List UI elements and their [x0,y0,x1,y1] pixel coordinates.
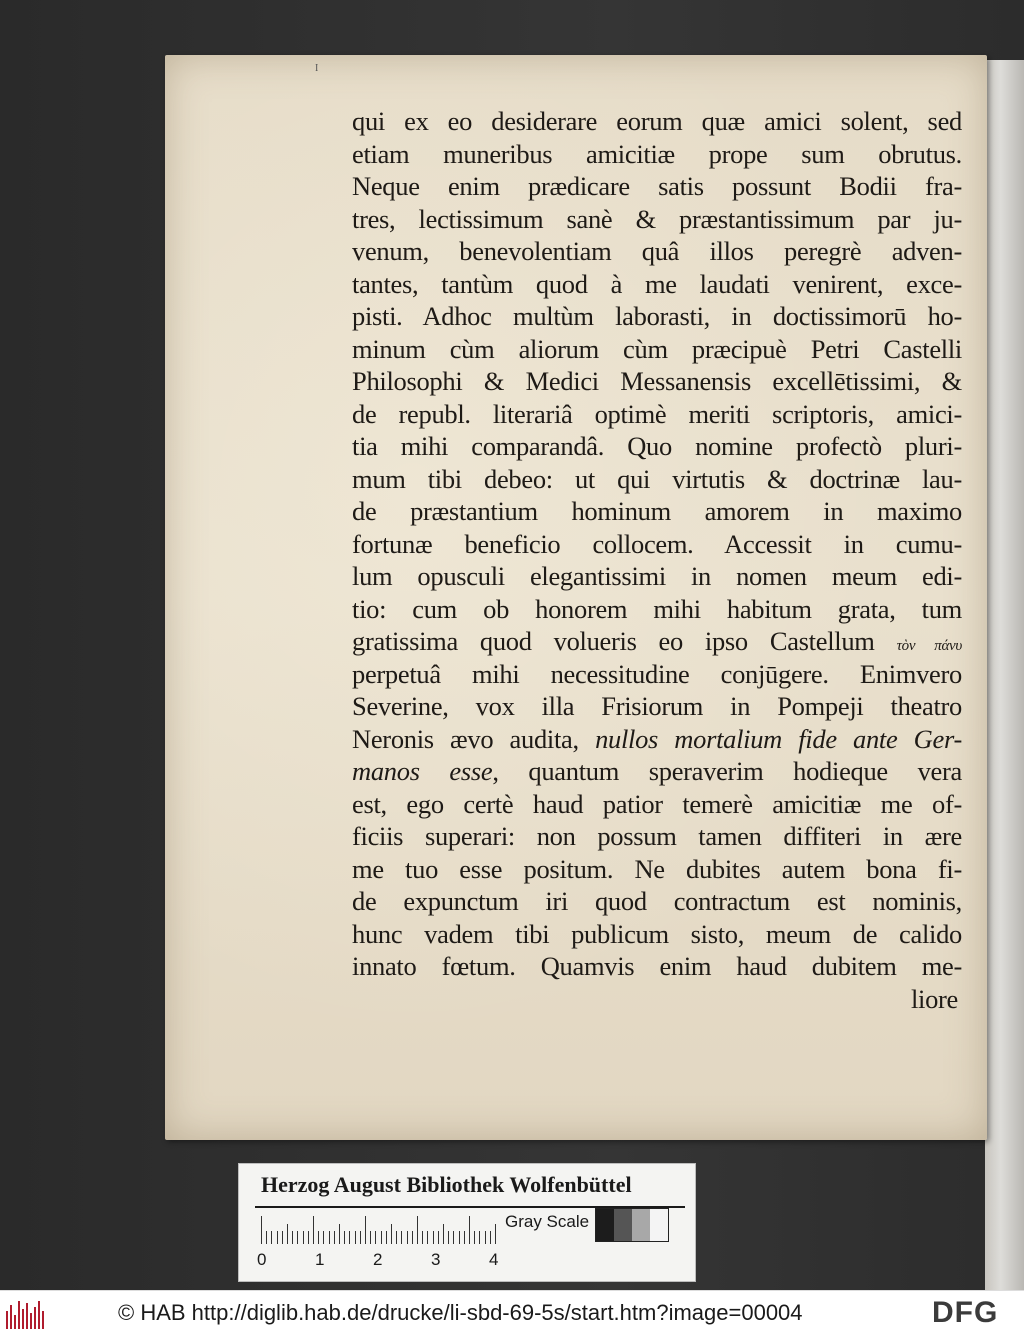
text-line [352,918,962,951]
ruler-tick [391,1224,392,1244]
hab-logo-icon[interactable] [6,1299,48,1329]
greek-phrase: τὸν πάνυ [896,638,962,654]
logo-bar [26,1303,28,1329]
text-segment: pisti. Adhoc multùm laborasti, in doctissimorū ho- [352,301,962,331]
ruler-tick [277,1231,278,1244]
text-line [352,528,962,561]
gray-swatch [650,1209,668,1241]
logo-bar [6,1311,8,1329]
document-page [165,55,987,1140]
text-segment: est, ego certè haud patior temerè amicitiæ me of- [352,788,962,819]
ruler-tick [448,1231,449,1244]
library-label-card [238,1163,696,1282]
text-line [352,690,962,723]
ruler-tick [323,1231,324,1244]
ruler-tick [495,1224,496,1244]
ruler-tick [360,1231,361,1244]
gray-swatch [596,1209,614,1241]
footer-bar [0,1290,1024,1335]
ruler-tick [407,1231,408,1244]
ruler-tick [349,1231,350,1244]
ruler-tick [438,1231,439,1244]
text-segment: innato fœtum. Quamvis enim haud dubitem me- [352,951,962,981]
gray-scale-label: Gray Scale [505,1212,590,1231]
text-segment: qui ex eo desiderare eorum quæ amici solent, sed [352,106,962,136]
ruler-tick [271,1231,272,1244]
copyright-link[interactable]: © HAB http://diglib.hab.de/drucke/li-sbd-69-5s/start.htm?image=00004 [118,1300,803,1325]
ruler-tick [485,1231,486,1244]
text-line [352,820,962,853]
margin-mark: I [315,63,319,74]
logo-bar [22,1309,24,1329]
ruler-tick [370,1231,371,1244]
text-line [352,138,962,171]
ruler-number: 0 [257,1250,267,1269]
text-line [352,560,962,593]
text-segment: , quantum speraverim hodieque vera [492,756,962,786]
ruler-tick [464,1231,465,1244]
ruler-tick [334,1231,335,1244]
text-segment: venum, benevolentiam quâ illos peregrè adven- [352,236,962,266]
text-segment: hunc vadem tibi publicum sisto, meum de calido [352,918,962,949]
text-line [352,430,962,463]
text-line [352,235,962,268]
text-line [352,788,962,821]
text-line [352,268,962,301]
italic-phrase: manos esse [352,756,493,786]
ruler-tick [417,1216,418,1244]
text-segment: liore [910,983,958,1014]
text-segment: fortunæ beneficio collocem. Accessit in cumu- [352,528,962,559]
text-line [352,950,962,983]
text-line [352,495,962,528]
ruler-tick [292,1231,293,1244]
text-segment: tio: cum ob honorem mihi habitum grata, tum [352,593,962,624]
text-line [352,365,962,398]
text-line [352,105,962,138]
text-segment: Severine, vox illa Frisiorum in Pompeji theatro [352,691,962,721]
text-segment: gratissima quod volueris eo ipso Castellum [352,626,897,656]
text-segment: de expunctum iri quod contractum est nominis, [352,886,962,916]
ruler-tick [282,1231,283,1244]
ruler-tick [318,1231,319,1244]
text-line [352,853,962,886]
text-segment: me tuo esse positum. Ne dubites autem bona fi- [352,853,962,884]
text-line [352,755,962,788]
text-segment: Philosophi & Medici Messanensis excellētissimi, & [352,366,962,396]
ruler-tick [313,1216,314,1244]
ruler-tick [396,1231,397,1244]
logo-bar [10,1305,12,1329]
text-segment: lum opusculi elegantissimi in nomen meum edi- [352,561,962,591]
gray-swatch [614,1209,632,1241]
text-segment: de præstantium hominum amorem in maximo [352,496,962,526]
ruler-tick [474,1231,475,1244]
ruler-tick [297,1231,298,1244]
text-segment: minum cùm aliorum cùm præcipuè Petri Castelli [352,333,962,364]
text-line [352,658,962,691]
ruler-tick [375,1231,376,1244]
logo-bar [38,1301,40,1329]
ruler-tick [412,1231,413,1244]
italic-phrase: nullos mortalium fide ante Ger- [595,723,962,754]
ruler-number: 3 [431,1250,441,1269]
text-segment: ficiis superari: non possum tamen diffiteri in ære [352,821,962,851]
ruler-tick [261,1216,262,1244]
ruler-tick [490,1231,491,1244]
library-name: Herzog August Bibliothek Wolfenbüttel [261,1172,632,1197]
text-segment: tantes, tantùm quod à me laudati venirent, exce- [352,268,962,299]
ruler-tick [344,1231,345,1244]
text-line [352,723,962,756]
ruler-tick [386,1231,387,1244]
ruler-tick [365,1216,366,1244]
text-line [352,333,962,366]
text-line [352,885,962,918]
page-text-block [352,105,962,1015]
ruler-tick [433,1231,434,1244]
text-segment: tia mihi comparandâ. Quo nomine profectò pluri- [352,431,962,461]
gray-swatch [632,1209,650,1241]
ruler-tick [287,1224,288,1244]
logo-bar [42,1311,44,1329]
logo-bar [30,1313,32,1329]
ruler-tick [479,1231,480,1244]
ruler-tick [381,1231,382,1244]
ruler-number: 4 [489,1250,499,1269]
logo-bar [18,1301,20,1329]
ruler-tick [469,1216,470,1244]
ruler-tick [459,1231,460,1244]
ruler-number: 2 [373,1250,383,1269]
logo-bar [14,1315,16,1329]
ruler-tick [308,1231,309,1244]
text-line [352,463,962,496]
text-segment: Neronis ævo audita, [352,723,596,754]
dfg-logo[interactable]: DFG [932,1296,999,1329]
ruler-tick [427,1231,428,1244]
ruler-number: 1 [315,1250,325,1269]
text-segment: mum tibi debeo: ut qui virtutis & doctrinæ lau- [352,463,962,494]
text-line [352,203,962,236]
text-segment: etiam muneribus amicitiæ prope sum obrutus. [352,138,962,169]
ruler-tick [303,1231,304,1244]
text-line [352,983,962,1016]
text-line [352,170,962,203]
ruler-tick [401,1231,402,1244]
text-line [352,625,962,658]
measurement-ruler [261,1212,493,1244]
ruler-tick [422,1231,423,1244]
ruler-tick [453,1231,454,1244]
text-line [352,398,962,431]
ruler-tick [266,1231,267,1244]
text-segment: perpetuâ mihi necessitudine conjūgere. Enimvero [352,658,962,689]
text-line [352,300,962,333]
text-line [352,593,962,626]
facing-page-edge [985,60,1024,1290]
text-segment: tres, lectissimum sanè & præstantissimum par ju- [352,203,962,234]
ruler-tick [339,1224,340,1244]
ruler-tick [329,1231,330,1244]
text-segment: Neque enim prædicare satis possunt Bodii fra- [352,171,962,201]
ruler-tick [443,1224,444,1244]
gray-scale-swatch [595,1208,669,1242]
logo-bar [34,1307,36,1329]
ruler-tick [355,1231,356,1244]
text-segment: de republ. literariâ optimè meriti scriptoris, amici- [352,398,962,429]
